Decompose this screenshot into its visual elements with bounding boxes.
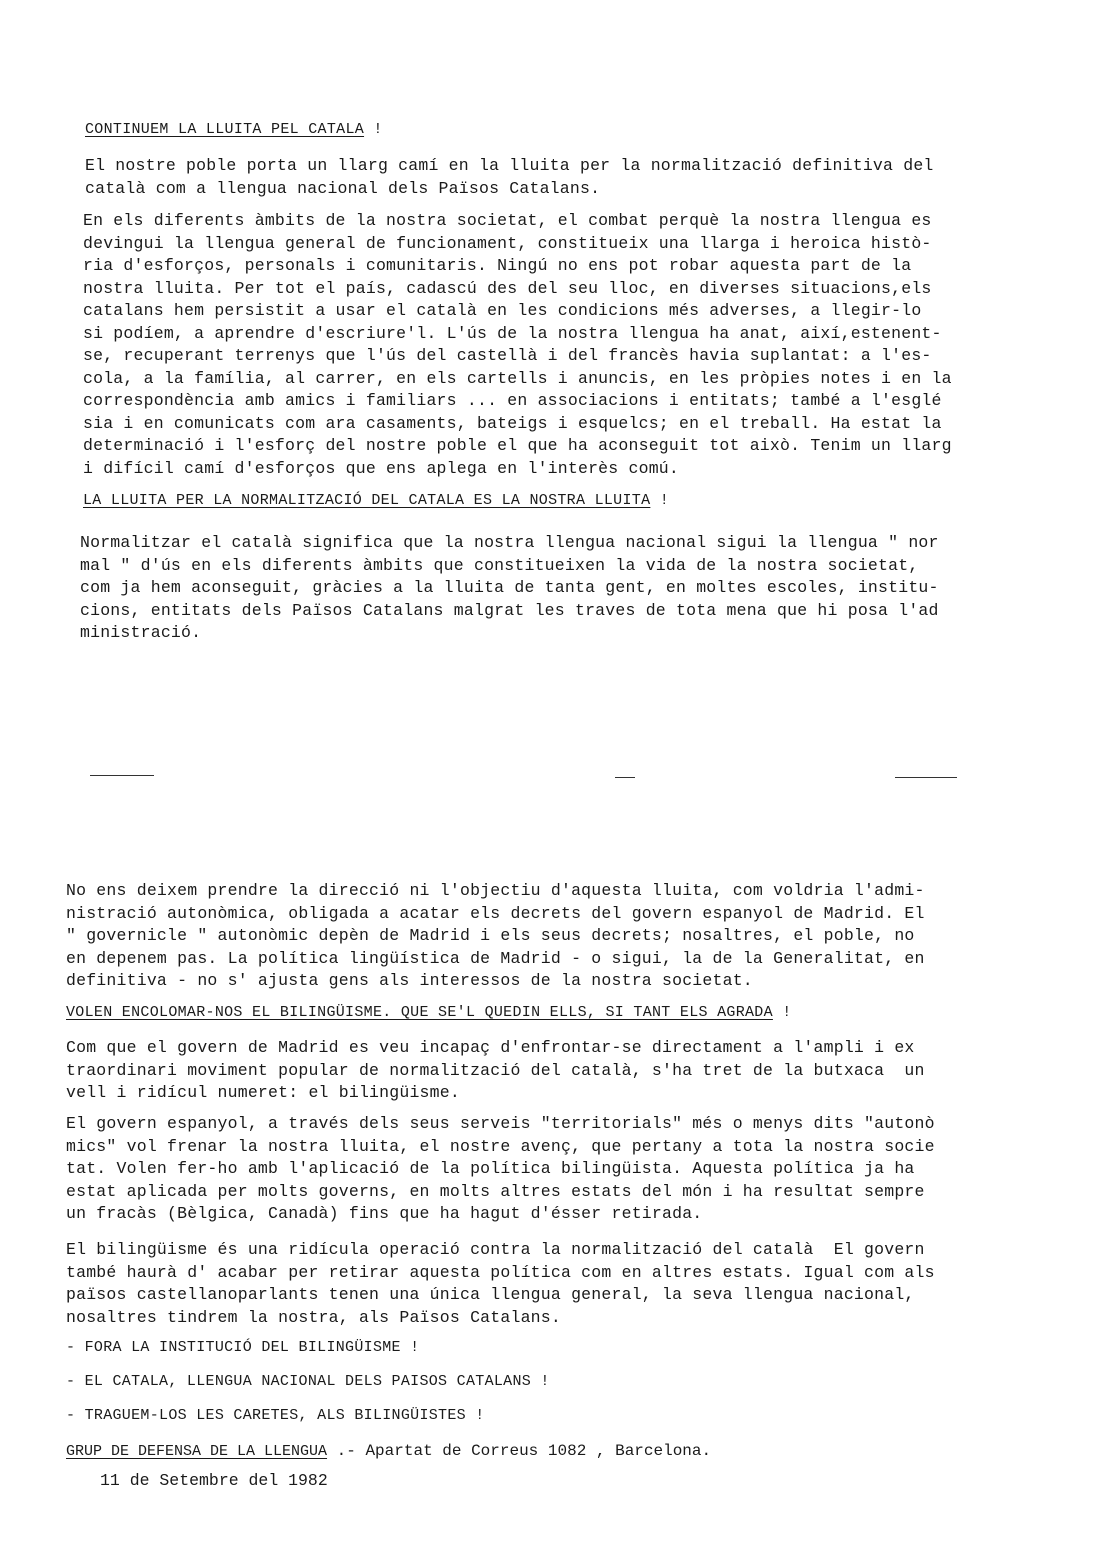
- heading-continuem-suffix: !: [364, 121, 383, 138]
- slogan-item: - EL CATALA, LLENGUA NACIONAL DELS PAISOS CATALANS !: [66, 1373, 550, 1390]
- heading-normalitzacio: [83, 491, 669, 511]
- heading-normalitzacio-suffix: !: [650, 492, 669, 509]
- paragraph-direccio: No ens deixem prendre la direcció ni l'objectiu d'aquesta lluita, com voldria l'admi- nistració autonòmica, obligada a acatar els decrets del govern espanyol de Madrid. El " governicle " autonòmic depèn de Madrid i els seus decrets; nosaltres, el poble, no en depenem pas. La política lingüística de Madrid - o sigui, la de la Generalitat, en definitiva - no s' ajusta gens als interessos de la nostra societat.: [66, 881, 925, 990]
- heading-continuem-text: CONTINUEM LA LLUITA PEL CATALA: [85, 121, 365, 138]
- slogan-item: - FORA LA INSTITUCIÓ DEL BILINGÜISME !: [66, 1339, 420, 1356]
- slogan-item: - TRAGUEM-LOS LES CARETES, ALS BILINGÜISTES !: [66, 1407, 485, 1424]
- scan-mark-center: [615, 777, 635, 778]
- scan-mark-right: [895, 777, 957, 778]
- signature: [66, 1440, 711, 1463]
- paragraph-history: En els diferents àmbits de la nostra societat, el combat perquè la nostra llengua es devingui la llengua general de funcionament, constitueix una llarga i heroica histò- ria d'esforços, personals i comunitaris. Ningú no ens pot robar aquesta part de la nostra lluita. Per tot el país, cadascú des del seu lloc, en diverses situacions,els catalans hem persistit a usar el català en les condicions més adverses, a llegir-lo si podíem, a aprendre d'escriure'l. L'ús de la nostra llengua ha anat, així,estenent- se, recuperant terrenys que l'ús del castellà i del francès havia suplantat: a l'es- cola, a la família, al carrer, en els cartells i anuncis, en les pròpies notes i en la correspondència amb amics i familiars ... en associacions i entitats; també a l'esglé sia i en comunicats com ara casaments, bateigs i esquelcs; en el treball. Ha estat la determinació i l'esforç del nostre poble el que ha aconseguit tot això. Tenim un llarg i difícil camí d'esforços que ens aplega en l'interès comú.: [83, 211, 952, 478]
- paragraph-operacio: El bilingüisme és una ridícula operació contra la normalització del català El govern també haurà d' acabar per retirar aquesta política com en altres estats. Igual com als països castellanoparlants tenen una única llengua general, la seva llengua nacional, nosaltres tindrem la nostra, als Països Catalans.: [66, 1240, 935, 1327]
- heading-bilinguisme-suffix: !: [772, 1004, 792, 1021]
- heading-normalitzacio-text: LA LLUITA PER LA NORMALITZACIÓ DEL CATALA ES LA NOSTRA LLUITA: [83, 492, 651, 509]
- heading-bilinguisme: [66, 1003, 792, 1023]
- paragraph-govern: El govern espanyol, a través dels seus serveis "territorials" més o menys dits "autonò mics" vol frenar la nostra lluita, el nostre avenç, que pertany a tota la nostra socie tat. Volen fer-ho amb l'aplicació de la política bilingüista. Aquesta política ja ha estat aplicada per molts governs, en molts altres estats del món i ha resultat sempre un fracàs (Bèlgica, Canadà) fins que ha hagut d'ésser retirada.: [66, 1114, 935, 1223]
- paragraph-madrid: Com que el govern de Madrid es veu incapaç d'enfrontar-se directament a l'ampli i ex traordinari moviment popular de normalització del català, s'ha tret de la butxaca un vell i ridícul numeret: el bilingüisme.: [66, 1038, 925, 1102]
- paragraph-normalitzar: Normalitzar el català significa que la nostra llengua nacional sigui la llengua " nor mal " d'ús en els diferents àmbits que constitueixen la vida de la nostra societat, com ja hem aconseguit, gràcies a la lluita de tanta gent, en moltes escoles, institu- cions, entitats dels Països Catalans malgrat les traves de tota mena que hi posa l'ad ministració.: [80, 533, 939, 642]
- heading-bilinguisme-text: VOLEN ENCOLOMAR-NOS EL BILINGÜISME. QUE SE'L QUEDIN ELLS, SI TANT ELS AGRADA: [66, 1004, 773, 1021]
- paragraph-intro: El nostre poble porta un llarg camí en la lluita per la normalització definitiva del català com a llengua nacional dels Països Catalans.: [85, 156, 934, 198]
- document-date: 11 de Setembre del 1982: [100, 1471, 328, 1490]
- signature-address: .- Apartat de Correus 1082 , Barcelona.: [327, 1442, 712, 1460]
- signature-group: GRUP DE DEFENSA DE LA LLENGUA: [66, 1443, 328, 1460]
- heading-continuem: [85, 120, 383, 140]
- scan-mark-left: [90, 775, 154, 776]
